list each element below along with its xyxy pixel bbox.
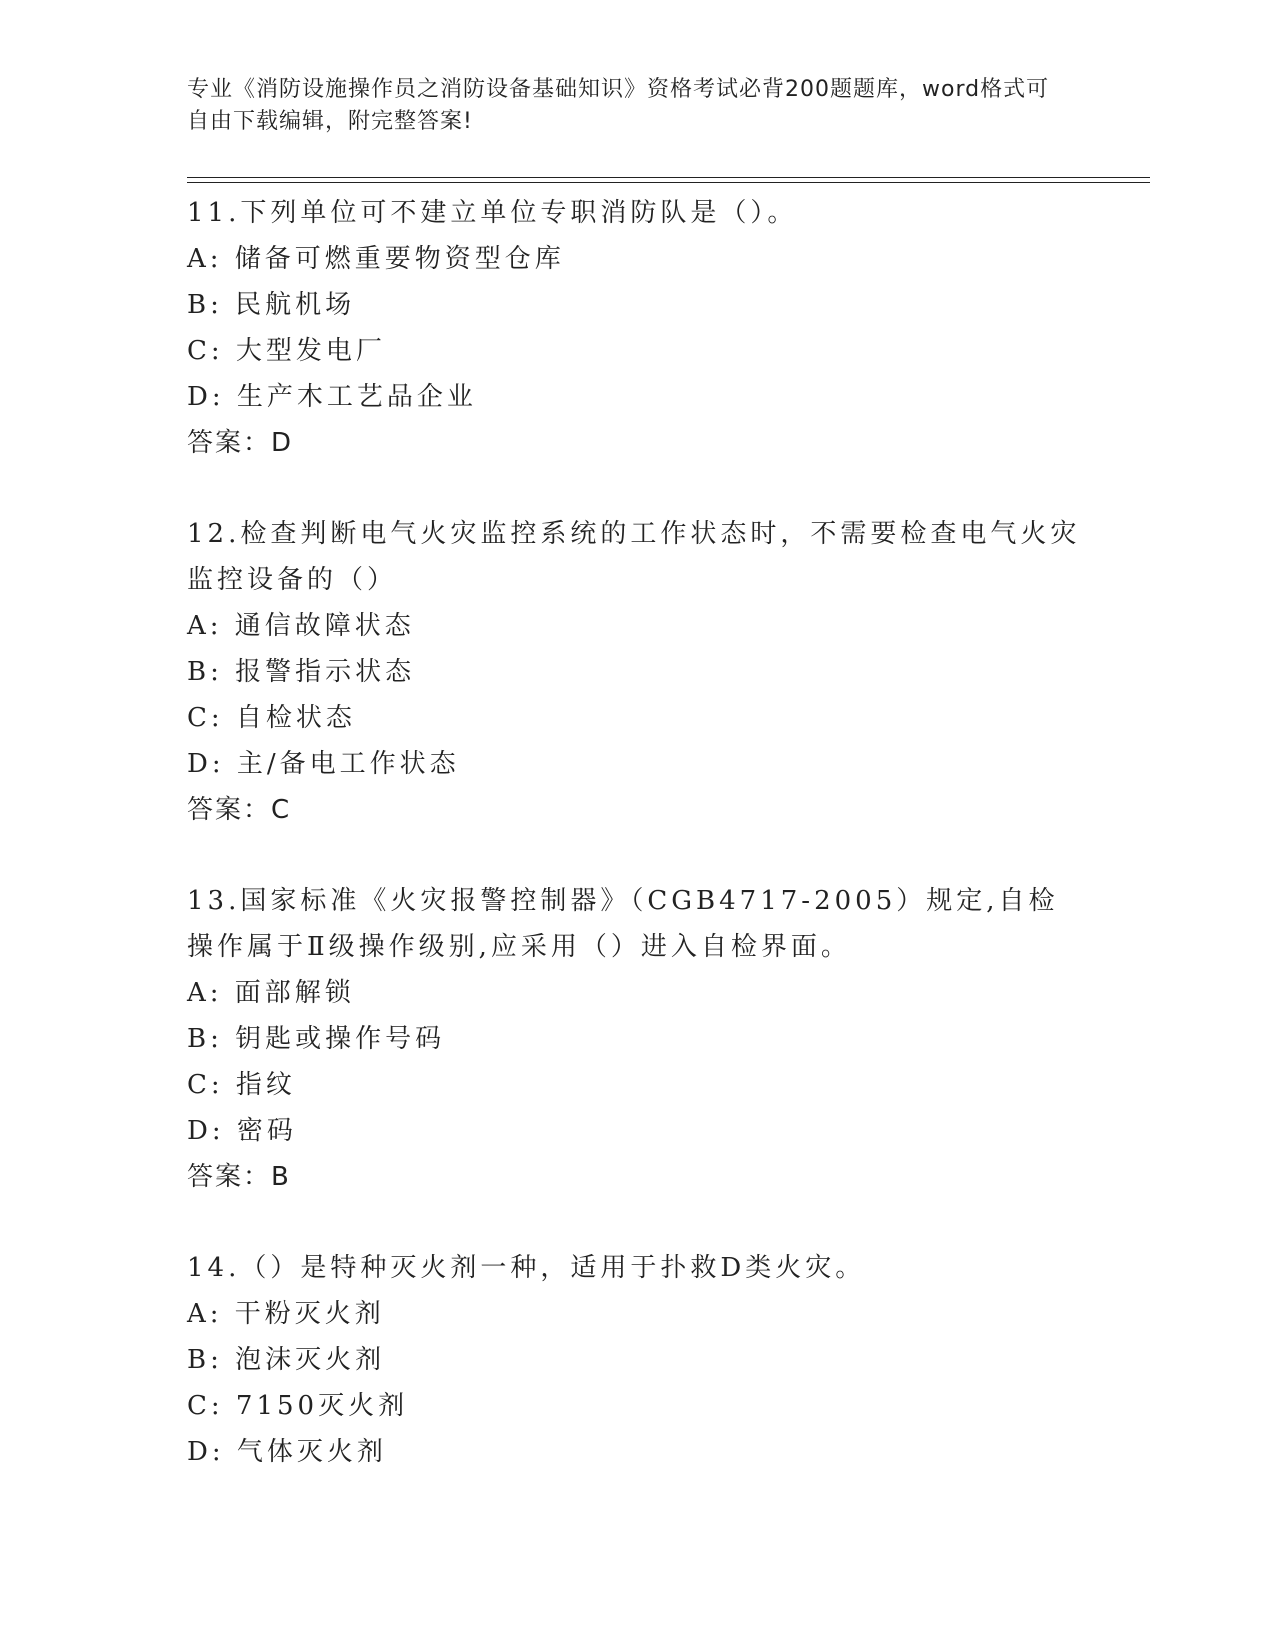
option-c: C: 自检状态 [187, 703, 356, 733]
option-d: D: 主/备电工作状态 [187, 749, 460, 779]
option-c: C: 7150灭火剂 [187, 1391, 409, 1421]
option-b: B: 钥匙或操作号码 [187, 1024, 446, 1054]
option-d: D: 生产木工艺品企业 [187, 382, 477, 412]
answer-line: 答案：D [187, 428, 294, 458]
option-a: A: 储备可燃重要物资型仓库 [187, 244, 565, 274]
question-12 [187, 511, 1087, 833]
question-list [187, 190, 1087, 1520]
header-intro-text: 专业《消防设施操作员之消防设备基础知识》资格考试必背200题题库，word格式可自由下载编辑，附完整答案! [187, 77, 1050, 134]
option-c: C: 大型发电厂 [187, 336, 386, 366]
option-b: B: 泡沫灭火剂 [187, 1345, 386, 1375]
option-a: A: 干粉灭火剂 [187, 1299, 385, 1329]
question-13 [187, 878, 1087, 1200]
answer-line: 答案：C [187, 795, 292, 825]
option-d: D: 密码 [187, 1116, 297, 1146]
option-b: B: 民航机场 [187, 290, 356, 320]
header-divider-bottom [187, 182, 1150, 183]
option-d: D: 气体灭火剂 [187, 1437, 387, 1467]
option-c: C: 指纹 [187, 1070, 296, 1100]
option-a: A: 通信故障状态 [187, 611, 415, 641]
option-b: B: 报警指示状态 [187, 657, 416, 687]
document-header [187, 74, 1067, 138]
question-stem: 12.检查判断电气火灾监控系统的工作状态时，不需要检查电气火灾监控设备的（） [187, 519, 1081, 595]
question-11 [187, 190, 1087, 466]
question-stem: 13.国家标准《火灾报警控制器》（CGB4717-2005）规定,自检操作属于Ⅱ级操作级别,应采用（）进入自检界面。 [187, 886, 1059, 962]
question-stem: 14.（）是特种灭火剂一种，适用于扑救D类火灾。 [187, 1253, 866, 1283]
answer-line: 答案：B [187, 1162, 291, 1192]
question-14 [187, 1245, 1087, 1475]
option-a: A: 面部解锁 [187, 978, 355, 1008]
question-stem: 11.下列单位可不建立单位专职消防队是（）。 [187, 198, 798, 228]
header-divider-top [187, 177, 1150, 178]
